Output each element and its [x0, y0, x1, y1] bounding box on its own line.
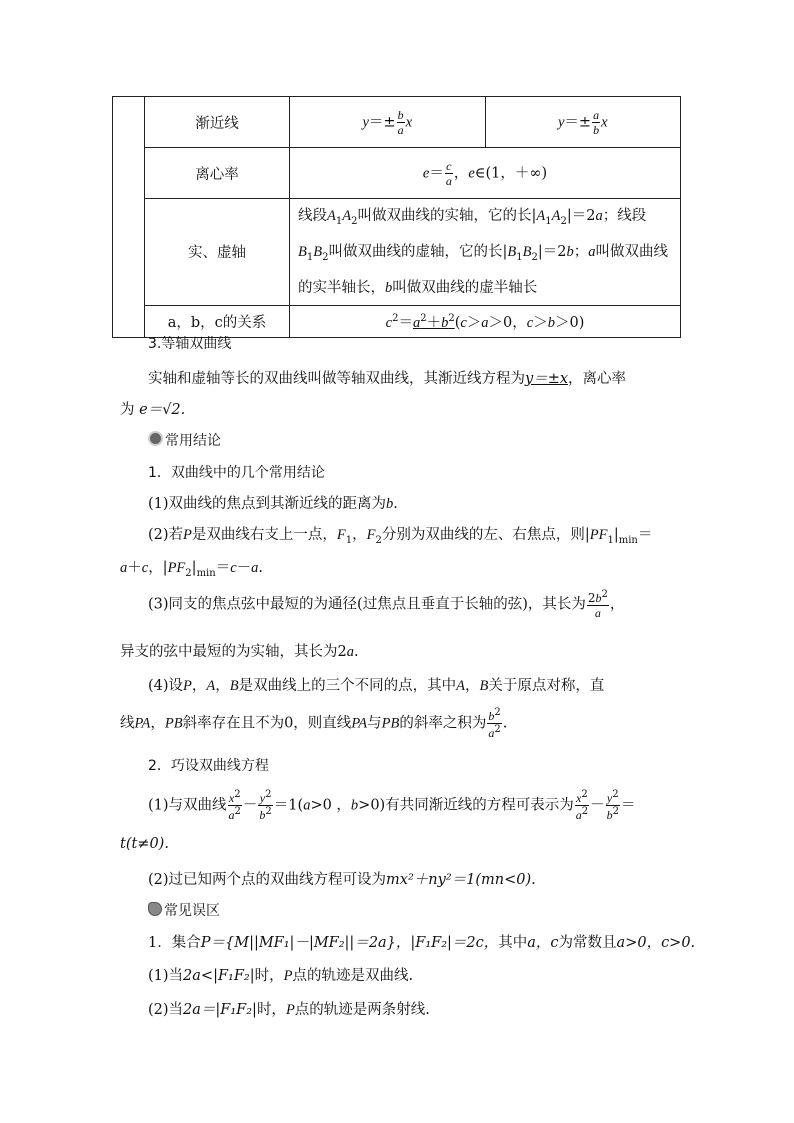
- text: 为: [120, 402, 135, 418]
- paragraph: [120, 836, 169, 852]
- table-row: [113, 97, 681, 148]
- warning-badge-icon: [148, 902, 162, 916]
- subheading: 1．双曲线中的几个常用结论: [148, 465, 325, 481]
- text: 线: [120, 715, 135, 732]
- asymptote-cell-2: y＝± $\frac{a}{b}$ x: [485, 97, 681, 148]
- text: ＝: [215, 560, 231, 576]
- text: ，离心率: [568, 371, 627, 387]
- text: 点的轨迹是两条射线.: [294, 1002, 430, 1018]
- paragraph: [148, 931, 695, 952]
- paragraph: 异支的弦中最短的为实轴，其长为2a.: [120, 644, 359, 660]
- range-text: ∈(1，＋∞): [474, 165, 548, 181]
- text: 实轴和虚轴等长的双曲线叫做等轴双曲线，其渐近线方程为: [148, 371, 525, 387]
- text: 常用结论: [165, 433, 221, 449]
- text: 分别为双曲线的左、右焦点，则|: [381, 527, 590, 543]
- text: 2a<|F₁F₂|: [183, 968, 255, 984]
- text: (2)若: [148, 527, 184, 543]
- text: 有共同渐近线的方程可表示为: [385, 797, 574, 814]
- text: ＋: [127, 560, 142, 576]
- table-row: [113, 199, 681, 306]
- text: t(t≠0).: [120, 836, 169, 852]
- paragraph: [148, 998, 430, 1019]
- paragraph: [120, 398, 185, 419]
- text: 1．集合: [148, 935, 201, 951]
- paragraph: [148, 964, 413, 985]
- axis-description: 线段$A_1A_2$叫做双曲线的实轴，它的长$|A_1A_2|=2a$；线段$B_1B_2$叫做双曲线的虚轴，它的长$|B_1B_2|=2b$；a叫做双曲线的实半轴长，b叫做双曲线的虚半轴长: [290, 199, 681, 306]
- text: ，|: [148, 560, 168, 576]
- subheading: 2．巧设双曲线方程: [148, 758, 269, 774]
- text: 叫做双曲线的实半轴长，: [298, 243, 668, 296]
- text: (1)与双曲线: [148, 797, 227, 814]
- text: mx²＋ny²＝1(mn<0).: [386, 872, 536, 888]
- row-label: a，b，c的关系: [145, 305, 290, 337]
- text: ，: [609, 596, 625, 613]
- paragraph: a＋c，$|PF_2|_{min}=c-a$.: [120, 560, 263, 579]
- text: 叫做双曲线的实轴，它的长|: [357, 208, 537, 224]
- text: |＝2: [566, 208, 596, 224]
- row-label: 离心率: [145, 148, 290, 199]
- asymptote-answer: y＝±x: [525, 371, 569, 387]
- text: ；: [573, 243, 589, 260]
- text: a，c: [527, 935, 559, 951]
- text: |: [613, 527, 619, 543]
- paragraph: [148, 868, 536, 889]
- paragraph: (3)同支的焦点弦中最短的为通径(过焦点且垂直于长轴的弦)，其长为 $\frac{2b^2}{a}$ ，: [148, 589, 625, 620]
- section-title: 3.等轴双曲线: [148, 336, 232, 352]
- var: P: [283, 968, 293, 984]
- text: ＝1(: [273, 797, 304, 814]
- text: 与: [367, 715, 382, 732]
- text: 点的轨迹是双曲线.: [292, 968, 414, 984]
- paragraph: (1)与双曲线 $\frac{x^2}{a^2}$ － $\frac{y^2}{b^2}$ ＝1(a>0 ，b>0)有共同渐近线的方程可表示为 $\frac{x^2}{a^2}$ － $\frac{y^2}{b^2}$ ＝: [148, 789, 636, 822]
- conclusions-heading: [148, 430, 221, 450]
- var: P: [285, 1002, 295, 1018]
- abc-relation-cell: $c^2=a^2+b^2(c>a>0$，c＞b＞0): [290, 305, 681, 337]
- eccentricity-value: e＝√2.: [139, 402, 186, 418]
- text: 斜率存在且不为0，则直线: [182, 715, 352, 732]
- text: (2)当: [148, 1002, 184, 1018]
- text: ；线段: [602, 208, 647, 224]
- text: (4)设: [148, 678, 184, 694]
- text: 是双曲线上的三个不同的点，其中: [238, 678, 457, 694]
- text: (3)同支的焦点弦中最短的为通径(过焦点且垂直于长轴的弦)，其长为: [148, 596, 586, 613]
- row-label: 实、虚轴: [145, 199, 290, 306]
- text: (1)双曲线的焦点到其渐近线的距离为: [148, 496, 387, 512]
- text: (1)当: [148, 968, 184, 984]
- circle-badge-icon: [148, 431, 163, 446]
- text: 的斜率之积为: [399, 715, 487, 732]
- text: P＝{M||MF₁|－|MF₂||＝2a}，|F₁F₂|＝2c，: [200, 935, 499, 951]
- text: 时，: [256, 1002, 286, 1018]
- text: 是双曲线右支上一点，: [191, 527, 337, 543]
- text: 关于原点对称，直: [488, 678, 605, 694]
- text: 其中: [498, 935, 528, 951]
- table-row: [113, 148, 681, 199]
- text: 线段: [298, 208, 327, 224]
- text: 异支的弦中最短的为实轴，其长为2: [120, 644, 347, 660]
- hyperbola-properties-table: [112, 96, 681, 338]
- paragraph: (2)若P是双曲线右支上一点，$F_1$，$F_2$分别为双曲线的左、右焦点，则$|PF_1|_{min}=$: [148, 527, 653, 546]
- asymptote-cell-1: y＝± $\frac{b}{a}$ x: [290, 97, 486, 148]
- text: 叫做双曲线的虚轴，它的长|: [328, 243, 508, 260]
- text: 为常数且: [558, 935, 617, 951]
- text: 2a＝|F₁F₂|: [183, 1002, 257, 1018]
- text: a>0，c>0.: [616, 935, 696, 951]
- text: －: [236, 560, 252, 576]
- text: 常见误区: [164, 903, 220, 919]
- errors-heading: [148, 900, 220, 920]
- text: |＝2: [537, 243, 567, 260]
- sep-text: ，: [453, 165, 469, 181]
- text: (2)过已知两个点的双曲线方程可设为: [148, 872, 387, 888]
- text: 时，: [254, 968, 284, 984]
- paragraph: (4)设P，A，B是双曲线上的三个不同的点，其中A，B关于原点对称，直: [148, 678, 605, 694]
- paragraph: 线PA，PB斜率存在且不为0，则直线PA与PB的斜率之积为 $\frac{b^2}{a^2}$ .: [120, 707, 508, 740]
- paragraph: [148, 367, 626, 388]
- eccentricity-cell: e＝ $\frac{c}{a}$ ，e∈(1，＋∞): [290, 148, 681, 199]
- merged-blank-cell: [113, 97, 145, 338]
- text: ＝: [637, 527, 653, 543]
- var: b: [386, 496, 394, 512]
- row-label: 渐近线: [145, 97, 290, 148]
- text: ＝: [620, 797, 636, 814]
- paragraph: (1)双曲线的焦点到其渐近线的距离为b.: [148, 496, 398, 512]
- text: 叫做双曲线的虚半轴长: [392, 279, 538, 296]
